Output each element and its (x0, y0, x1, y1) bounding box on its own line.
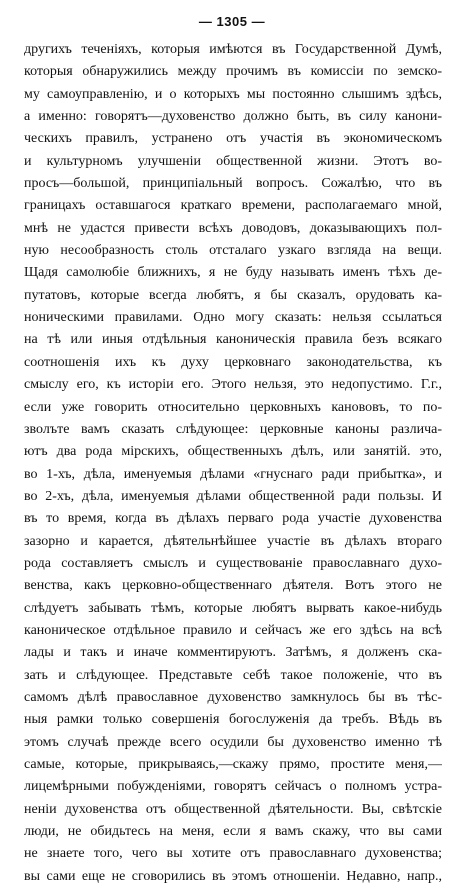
text-line: просъ—большой, принципіальный вопросъ. Сожалѣю, что въ (24, 176, 442, 192)
text-line: мнѣ не удастся привести всѣхъ доводовъ, доказывающихъ пол- (24, 220, 442, 236)
text-line: ныя рамки только совершенія богослуженія да требъ. Вѣдь въ (24, 712, 442, 728)
text-line: самомъ дѣлѣ православное духовенство замкнулось бы въ тѣс- (24, 689, 442, 705)
text-line: другихъ теченіяхъ, которыя имѣются въ Государственной Думѣ, (24, 42, 442, 57)
text-line: лады и такъ и иначе комментируютъ. Затѣмъ, я долженъ ска- (24, 645, 442, 661)
text-line: ноническими правилами. Одно могу сказать: нельзя ссылаться (24, 310, 442, 326)
text-line: каноническое отдѣльное правило и сейчасъ же его здѣсь на всѣ (24, 622, 442, 638)
text-line: люди, не обидьтесь на меня, если я вамъ скажу, что вы сами (24, 824, 442, 840)
text-line: самые, которые, прикрываясь,—скажу прямо, простите меня,— (24, 757, 442, 772)
text-line: неніи духовенства отъ общественной дѣятельности. Вы, свѣтскіе (24, 801, 442, 817)
page-number: — 1305 — (198, 14, 266, 29)
text-line: лицемѣрными побужденіями, говорятъ сейчасъ о полномъ устра- (24, 779, 442, 795)
text-line: му самоуправленію, и о которыхъ мы постоянно слышимъ здѣсь, (24, 86, 442, 102)
text-line: рода составляетъ смыслъ и существованіе православнаго духо- (24, 555, 442, 571)
text-line: ческихъ правилъ, устранено отъ участія въ экономическомъ (24, 131, 442, 147)
text-line: зволъте вамъ сказать слѣдующее: церковные каноны различа- (24, 421, 442, 437)
text-line: этомъ случаѣ прежде всего осудили бы духовенство именно тѣ (24, 734, 442, 750)
text-line: слѣдуетъ забывать тѣмъ, которые любятъ вырвать какое-нибудь (24, 600, 442, 616)
text-line: на тѣ или иныя отдѣльныя каноническія правила безъ всякаго (24, 332, 442, 348)
text-line: смыслу его, къ исторіи его. Этого нельзя, это недопустимо. Г.г., (24, 377, 442, 393)
text-line: ную несообразность столь отсталаго узкаго взгляда на вещи. (24, 243, 442, 259)
text-line: въ то время, когда въ дѣлахъ перваго рода участіе духовенства (24, 511, 442, 527)
text-line: а именно: говорятъ—духовенство должно быть, въ силу канони- (24, 109, 442, 125)
text-line: соотношенія ихъ къ духу церковнаго законодательства, къ (24, 354, 442, 370)
text-line: которыя обнаружились между прочимъ въ комиссіи по земско- (24, 64, 442, 80)
text-line: границахъ оставшагося краткаго времени, располагаемаго мной, (24, 198, 442, 214)
text-line: венства, какъ церковно-общественнаго дѣятеля. Вотъ этого не (24, 578, 442, 594)
text-line: путатовъ, которые всегда любятъ, я бы сказалъ, орудовать ка- (24, 287, 442, 303)
text-line: во 1-хъ, дѣла, именуемыя дѣлами «гнуснаго ради прибытка», и (24, 466, 442, 482)
text-line: во 2-хъ, дѣла, именуемыя дѣлами общественной ради пользы. И (24, 488, 442, 504)
body-text (24, 39, 442, 888)
text-line: если уже говорить относительно церковныхъ канововъ, то по- (24, 399, 442, 415)
text-line: Щадя самолюбіе ближнихъ, я не буду называть именъ тѣхъ де- (24, 265, 442, 281)
text-line: вы сами еще не сговорились въ этомъ отношеніи. Недавно, напр., (24, 868, 442, 884)
text-line: и культурномъ улучшеніи общественной жизни. Этотъ во- (24, 153, 442, 169)
text-line: зать и слѣдующее. Представьте себѣ такое положеніе, что въ (24, 667, 442, 683)
text-line: не знаете того, чего вы хотите отъ православнаго духовенства; (24, 846, 442, 862)
text-line: ютъ два рода мірскихъ, общественныхъ дѣлъ, или занятій. это, (24, 444, 442, 460)
text-line: зазорно и карается, дѣятельнѣйшее участіе въ дѣлахъ втораго (24, 533, 442, 549)
